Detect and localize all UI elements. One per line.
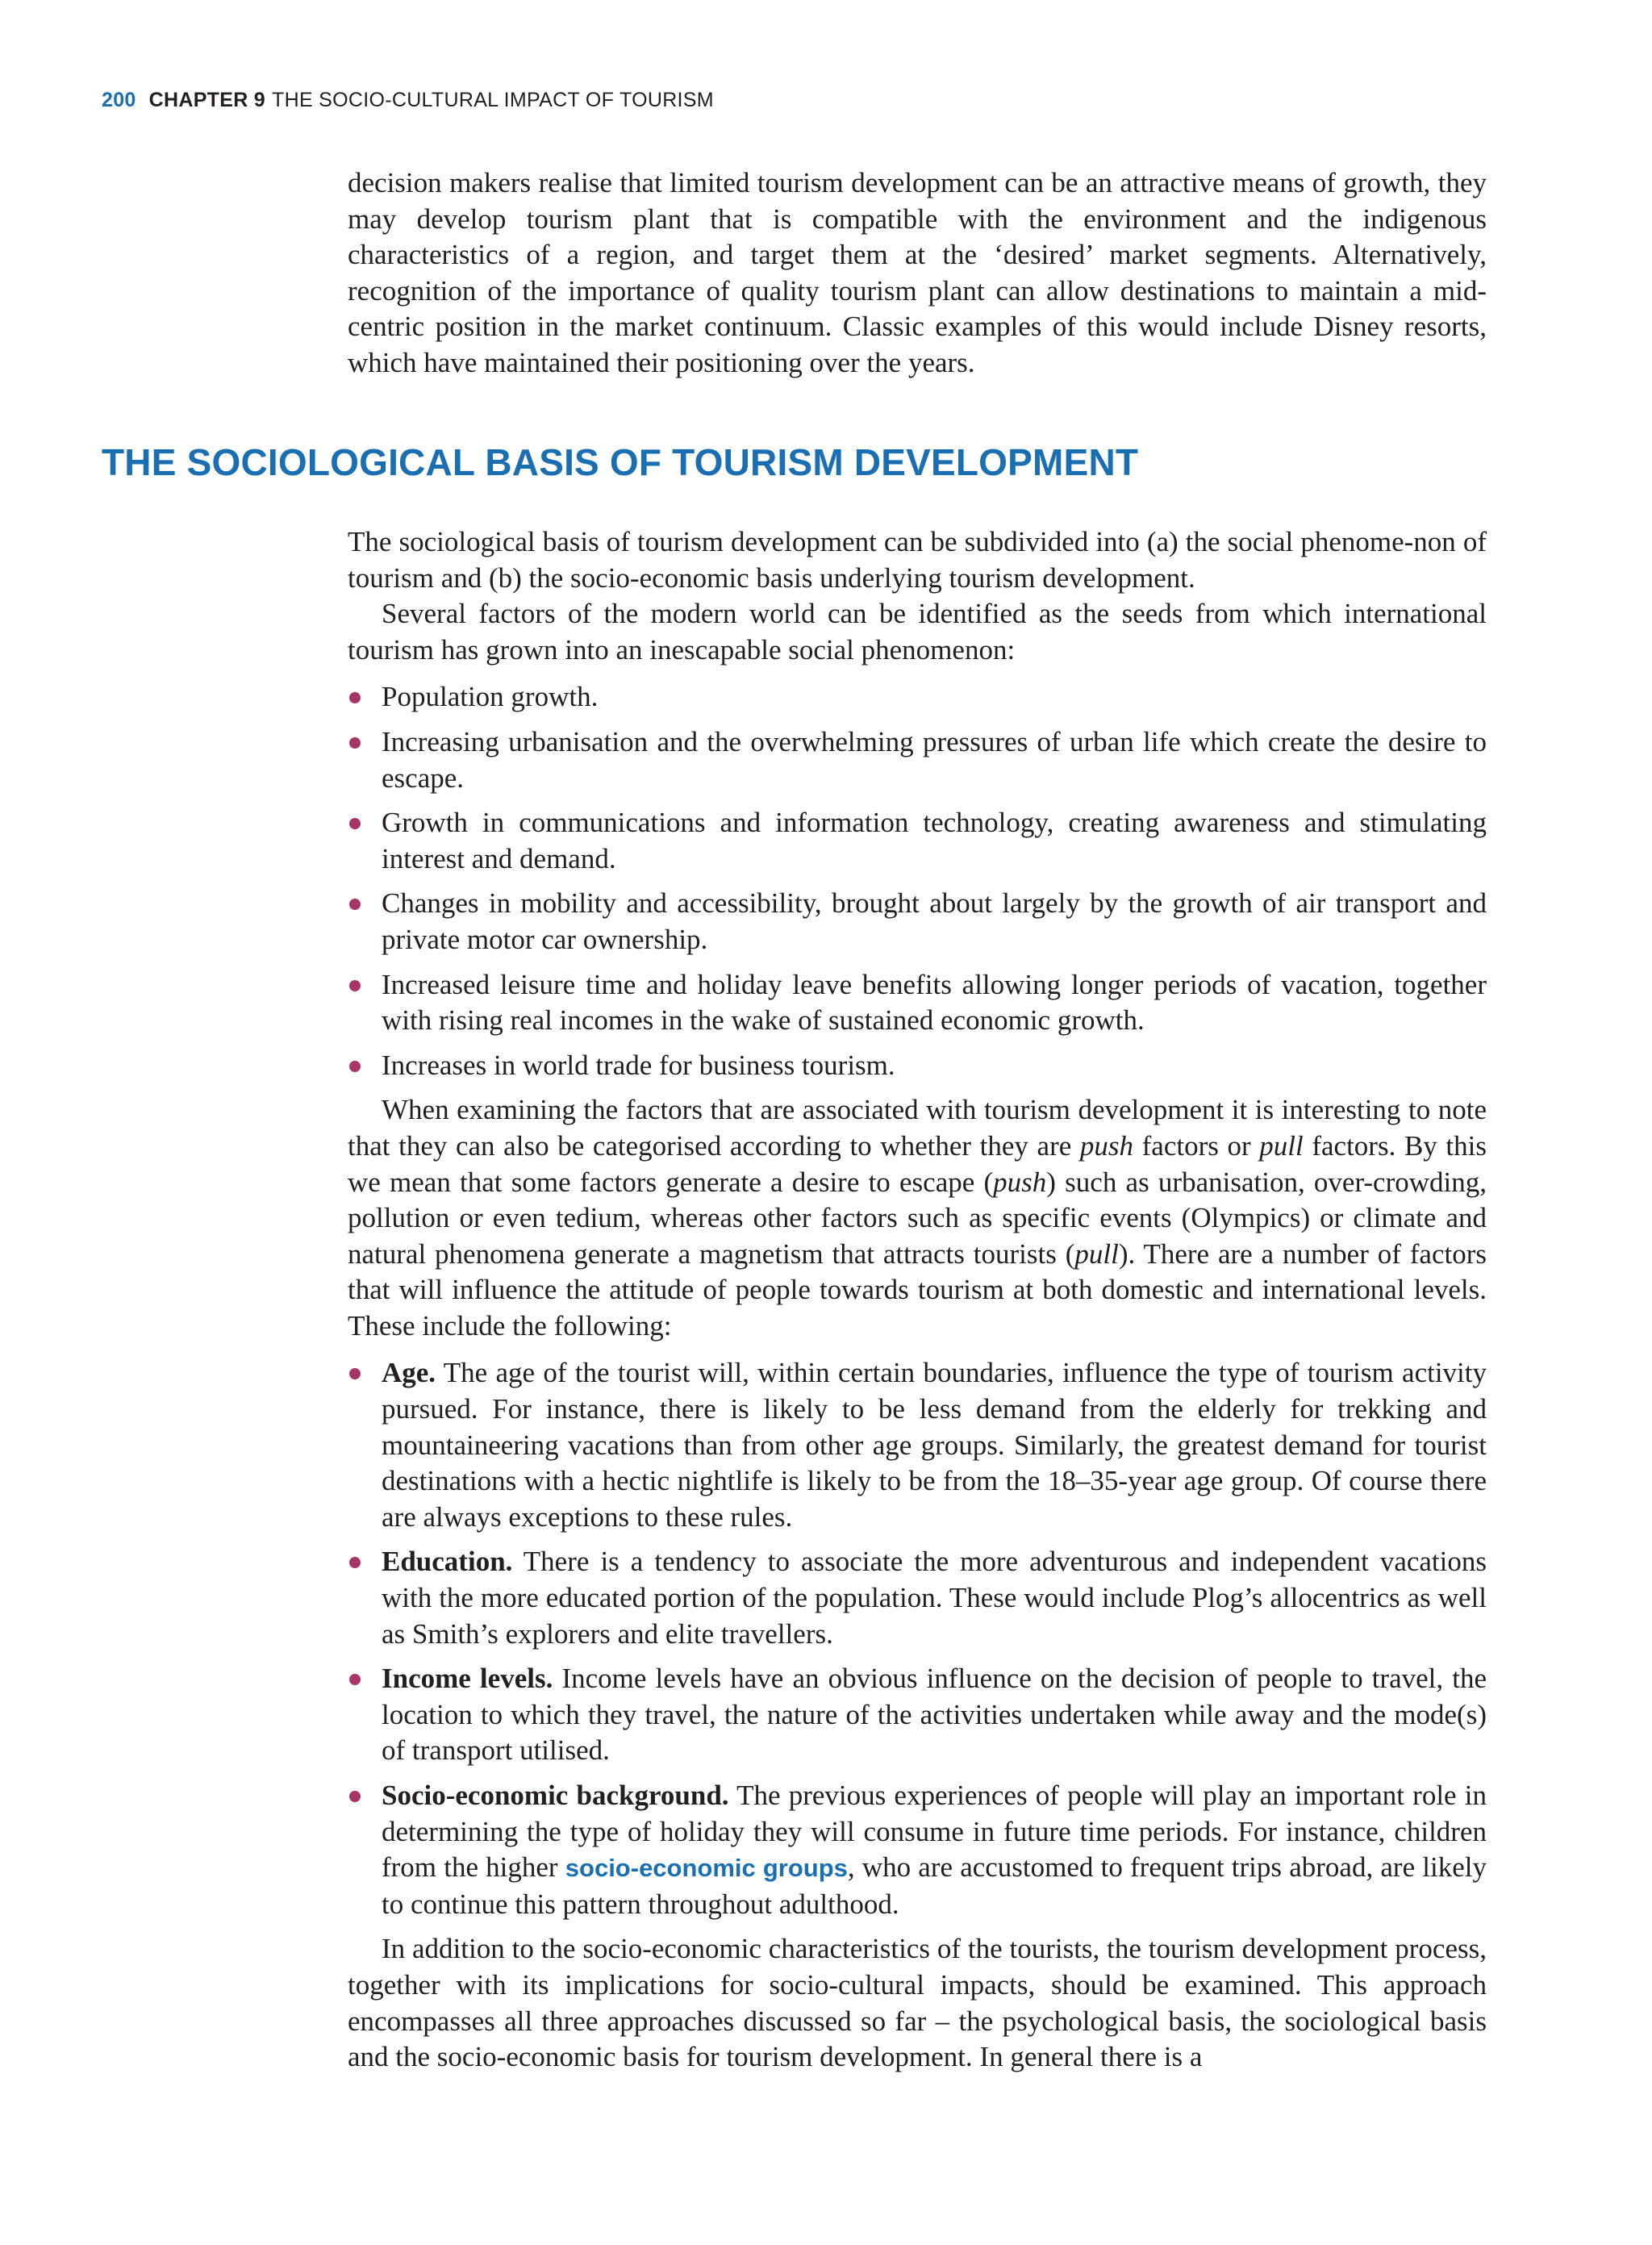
paragraph-seeds: Several factors of the modern world can be identified as the seeds from which international tourism has grown into an inescapable social phenomenon:: [348, 598, 1487, 666]
bullet-dot-icon: [349, 1368, 361, 1379]
list-item-income: Income levels. Income levels have an obvious influence on the decision of people to travel, the location to which they travel, the nature of the activities undertaken while away and the mode(s) of transport utilised.: [348, 1661, 1487, 1769]
bullet-dot-icon: [349, 980, 361, 991]
paragraph-push-pull: When examining the factors that are associated with tourism development it is interesting to note that they can also be categorised according to whether they are push factors or pull factors. By this we mean that some factors generate a desire to escape (push) such as urbanisation, over-crowding, pollution or even tedium, whereas other factors such as specific events (Olympics) or climate and natural phenomena generate a magnetism that attracts tourists (pull). There are a number of factors that will influence the attitude of people towards tourism at both domestic and international levels. These include the following:: [348, 1094, 1487, 1342]
list-item: Increases in world trade for business tourism.: [348, 1048, 1487, 1084]
list-item-education: Education. There is a tendency to associate the more adventurous and independent vacations with the more educated portion of the population. These would include Plog’s allocentrics as well as Smith’s explorers and elite travellers.: [348, 1544, 1487, 1652]
final-paragraph: In addition to the socio-economic characteristics of the tourists, the tourism development process, together with its implications for socio-cultural impacts, should be examined. This approach encompasses all three approaches discussed so far – the psychological basis, the sociological basis and the socio-economic basis for tourism development. In general there is a: [348, 1933, 1487, 2073]
list-item: Population growth.: [348, 679, 1487, 716]
list-item: Increasing urbanisation and the overwhelming pressures of urban life which create the desire to escape.: [348, 724, 1487, 796]
intro-block: [348, 165, 1487, 382]
main-column: [348, 524, 1487, 2076]
bullet-dot-icon: [349, 899, 361, 910]
chapter-label: CHAPTER 9: [148, 89, 266, 111]
list-item-age: Age. The age of the tourist will, within certain boundaries, influence the type of tourism activity pursued. For instance, there is likely to be less demand from the elderly for trekking and mountaineering vacations than from other age groups. Similarly, the greatest demand for tourist destinations with a hectic nightlife is likely to be from the 18–35-year age group. Of course there are always exceptions to these rules.: [348, 1355, 1487, 1535]
bullet-dot-icon: [349, 737, 361, 749]
page-number: 200: [102, 89, 136, 111]
factors-list: [348, 679, 1487, 1083]
intro-paragraph: decision makers realise that limited tourism development can be an attractive means of growth, they may develop tourism plant that is compatible with the environment and the indigenous characteristics of a region, and target them at the ‘desired’ market segments. Alternatively, recognition of the importance of quality tourism plant can allow destinations to maintain a mid-centric position in the market continuum. Classic examples of this would include Disney resorts, which have maintained their positioning over the years.: [348, 167, 1487, 378]
list-item-socio-economic: Socio-economic background. The previous experiences of people will play an important role in determining the type of holiday they will consume in future time periods. For instance, children from the higher socio-economic groups, who are accustomed to frequent trips abroad, are likely to continue this pattern throughout adulthood.: [348, 1778, 1487, 1922]
bullet-dot-icon: [349, 1791, 361, 1802]
glossary-term-link[interactable]: socio-economic groups: [565, 1854, 848, 1883]
section-heading: THE SOCIOLOGICAL BASIS OF TOURISM DEVELOPMENT: [102, 441, 1139, 483]
attitude-factors-list: [348, 1355, 1487, 1922]
list-item: Growth in communications and information technology, creating awareness and stimulating interest and demand.: [348, 805, 1487, 877]
bullet-dot-icon: [349, 818, 361, 829]
list-item: Increased leisure time and holiday leave benefits allowing longer periods of vacation, together with rising real incomes in the wake of sustained economic growth.: [348, 967, 1487, 1039]
bullet-dot-icon: [349, 692, 361, 703]
bullet-dot-icon: [349, 1061, 361, 1072]
chapter-title: THE SOCIO-CULTURAL IMPACT OF TOURISM: [272, 89, 714, 111]
paragraph-sociological-basis: The sociological basis of tourism development can be subdivided into (a) the social phenome-non of tourism and (b) the socio-economic basis underlying tourism development.: [348, 526, 1487, 594]
bullet-dot-icon: [349, 1557, 361, 1568]
list-item: Changes in mobility and accessibility, brought about largely by the growth of air transport and private motor car ownership.: [348, 886, 1487, 958]
running-head: [102, 89, 714, 112]
bullet-dot-icon: [349, 1674, 361, 1685]
